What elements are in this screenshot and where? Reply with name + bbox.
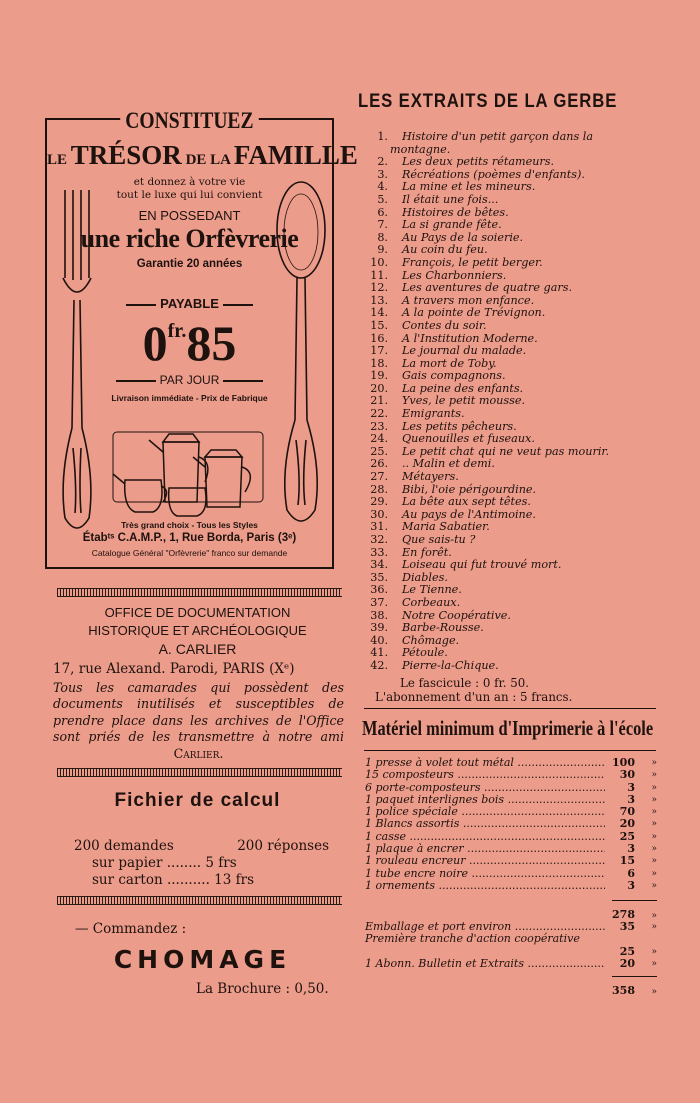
extraits-abonnement: L'abonnement d'un an : 5 francs. (375, 690, 573, 704)
extrait-number: 12. (370, 281, 388, 295)
extrait-title: Les aventures de quatre gars. (402, 281, 573, 295)
fichier-reponses: 200 réponses (237, 838, 329, 854)
extrait-number: 18. (370, 356, 388, 370)
extrait-title: Barbe-Rousse. (402, 621, 484, 635)
materiel-list (365, 757, 657, 892)
subtotal-rule (612, 900, 657, 901)
advert-line4: tout le luxe qui lui convient (116, 189, 263, 201)
fichier-demandes: 200 demandes (74, 838, 174, 854)
extrait-title: Au coin du feu. (402, 243, 488, 257)
extrait-number: 23. (370, 419, 388, 433)
materiel-label: 1 paquet interlignes bois ..... (365, 794, 605, 806)
tea-set-icon (105, 412, 275, 522)
advert-tresor-line: LE TRÉSOR DE LA FAMILLE (47, 140, 358, 170)
extrait-number: 33. (370, 545, 388, 559)
extrait-number: 3. (377, 167, 388, 181)
extrait-title: Pierre-la-Chique. (402, 658, 499, 672)
materiel-mark: » (651, 794, 657, 805)
extrait-number: 40. (370, 633, 388, 647)
extrait-number: 32. (370, 533, 388, 546)
extrait-number: 41. (370, 646, 388, 660)
materiel-price: 20 (619, 817, 635, 831)
extrait-number: 6. (377, 205, 388, 219)
extraits-fascicule: Le fascicule : 0 fr. 50. (400, 676, 530, 690)
extrait-number: 37. (370, 595, 388, 609)
extrait-title: A la pointe de Trévignon. (402, 306, 546, 320)
advert-choix: Très grand choix - Tous les Styles (121, 520, 258, 530)
materiel-extra-row: Emballage et port environ ..... 35 » (365, 921, 657, 933)
extrait-number: 11. (370, 268, 388, 282)
chomage-title: CHOMAGE (113, 945, 292, 974)
extrait-title: Loiseau qui fut trouvé mort. (402, 558, 562, 572)
materiel-label: 1 presse à volet tout métal ..... (365, 757, 605, 769)
extrait-number: 36. (370, 583, 388, 597)
materiel-price: 6 (627, 866, 635, 880)
extrait-title: La peine des enfants. (402, 381, 524, 395)
materiel-price: 3 (627, 878, 635, 892)
extrait-number: 21. (370, 394, 388, 408)
materiel-label: 1 casse ..... (365, 831, 605, 843)
extrait-title: Contes du soir. (402, 318, 487, 332)
fichier-title: Fichier de calcul (114, 790, 281, 811)
extrait-number: 25. (370, 444, 388, 458)
divider-bar (57, 588, 342, 597)
extrait-number: 5. (377, 192, 388, 206)
materiel-price: 25 (619, 829, 635, 843)
extrait-title: Bibi, l'oie périgourdine. (402, 482, 537, 496)
extrait-title: François, le petit berger. (402, 255, 543, 269)
extrait-title: La si grande fête. (402, 218, 502, 232)
extrait-number: 9. (377, 243, 388, 257)
materiel-row (365, 794, 657, 806)
extrait-number: 27. (370, 470, 388, 484)
materiel-row (365, 806, 657, 818)
extraits-prices (375, 676, 572, 704)
materiel-mark: » (651, 831, 657, 842)
extrait-title: Les deux petits rétameurs. (402, 155, 555, 169)
office-paragraph: Tous les camarades qui possèdent des documents inutilisés et susceptibles de prendre place dans les archives de l'Office sont priés de les transmettre à notre ami Carlier. (53, 680, 344, 761)
advert-etablissement: Étabᵗˢ C.A.M.P., 1, Rue Borda, Paris (3ᵉ) (82, 532, 297, 544)
office-line1: OFFICE DE DOCUMENTATION (104, 605, 291, 620)
office-block (50, 604, 345, 658)
total-rule (612, 976, 657, 977)
materiel-label: 1 ornements ..... (365, 880, 605, 892)
materiel-mark: » (651, 856, 657, 867)
materiel-row (365, 782, 657, 794)
materiel-label: 1 tube encre noire ..... (365, 868, 605, 880)
advert-catalogue: Catalogue Général "Orfèvrerie" franco sur demande (91, 548, 288, 558)
chomage-brochure: La Brochure : 0,50. (196, 981, 329, 997)
materiel-price: 15 (619, 854, 635, 868)
extrait-title: Au Pays de la soierie. (402, 230, 524, 244)
materiel-mark: » (651, 758, 657, 768)
materiel-mark: » (651, 819, 657, 830)
advert-orfevrerie: une riche Orfèvrerie (80, 224, 299, 253)
materiel-extras (365, 921, 657, 970)
materiel-price: 3 (627, 842, 635, 856)
extrait-number: 15. (370, 318, 388, 332)
materiel-row (365, 880, 657, 892)
materiel-mark: » (651, 880, 657, 891)
extrait-number: 16. (370, 331, 388, 345)
materiel-action-label: Première tranche d'action coopérative (365, 932, 580, 946)
materiel-mark: » (651, 844, 657, 855)
materiel-title: Matériel minimum d'Imprimerie à l'école (362, 716, 654, 740)
materiel-label: 1 Blancs assortis ..... (365, 818, 605, 830)
extrait-title: montagne. (390, 142, 451, 156)
extrait-number: 38. (370, 608, 388, 622)
materiel-mark: » (651, 868, 657, 879)
materiel-row (365, 843, 657, 855)
extrait-number: 8. (377, 230, 388, 244)
extrait-number: 42. (370, 658, 388, 672)
materiel-row (365, 818, 657, 830)
extrait-number: 31. (370, 520, 388, 534)
materiel-subtotal: 278 » (612, 908, 657, 921)
extrait-number: 4. (377, 180, 388, 194)
extrait-title: Notre Coopérative. (402, 608, 511, 622)
extrait-number: 39. (370, 621, 388, 635)
fichier-carton: sur carton .......... 13 frs (92, 872, 255, 888)
office-line2: HISTORIQUE ET ARCHÉOLOGIQUE (88, 623, 307, 638)
extrait-number: 20. (370, 381, 388, 395)
advert-line3: et donnez à votre vie (133, 176, 246, 188)
materiel-label: 1 police spéciale ..... (365, 806, 605, 818)
materiel-action-row: 25 » (619, 944, 657, 958)
extrait-title: Quenouilles et fuseaux. (402, 432, 535, 446)
materiel-extra-row: 1 Abonn. Bulletin et Extraits ..... 20 » (365, 958, 657, 970)
extrait-title: Chômage. (402, 633, 460, 647)
extrait-number: 30. (370, 507, 388, 521)
extrait-number: 34. (370, 558, 388, 572)
extrait-number: 24. (370, 432, 388, 446)
extrait-title: Le petit chat qui ne veut pas mourir. (402, 444, 610, 458)
extrait-number: 14. (370, 306, 388, 320)
materiel-price: 3 (627, 780, 635, 794)
materiel-price: 30 (619, 768, 635, 782)
extrait-title: Histoire d'un petit garçon dans la (402, 130, 594, 143)
extrait-number: 1. (377, 130, 388, 143)
chomage-commandez: — Commandez : (75, 921, 187, 937)
extrait-number: 17. (370, 344, 388, 358)
extrait-title: Il était une fois... (402, 192, 499, 206)
extrait-number: 10. (370, 255, 388, 269)
materiel-row (365, 831, 657, 843)
materiel-mark: » (651, 807, 657, 818)
orfevrerie-advert (45, 108, 358, 569)
extraits-title: LES EXTRAITS DE LA GERBE (358, 91, 618, 112)
extrait-title: La mort de Toby. (402, 356, 497, 370)
office-address: 17, rue Alexand. Parodi, PARIS (Xᵉ) (53, 661, 295, 677)
extrait-title: Pétoule. (402, 646, 448, 660)
materiel-label: 1 rouleau encreur ..... (365, 855, 605, 867)
advert-guarantee: Garantie 20 années (136, 258, 243, 270)
extrait-title: Yves, le petit mousse. (402, 394, 526, 408)
extrait-number: 35. (370, 570, 388, 584)
extrait-title: Histoires de bêtes. (402, 205, 509, 219)
advert-line5: EN POSSEDANT (138, 208, 241, 223)
extrait-number: 13. (370, 293, 388, 307)
materiel-row (365, 769, 657, 781)
divider-bar (57, 768, 342, 777)
advert-headline: CONSTITUEZ (47, 108, 332, 134)
materiel-label: 15 composteurs ..... (365, 769, 605, 781)
extrait-title: .. Malin et demi. (402, 457, 495, 471)
divider-rule (364, 750, 656, 751)
extrait-title: Métayers. (402, 470, 459, 484)
extrait-title: A l'Institution Moderne. (402, 331, 538, 345)
extrait-number: 7. (377, 218, 388, 232)
materiel-label: 1 plaque à encrer ..... (365, 843, 605, 855)
fichier-papier: sur papier ........ 5 frs (92, 855, 237, 871)
extrait-number: 29. (370, 495, 388, 509)
materiel-row (365, 868, 657, 880)
extrait-title: Gais compagnons. (402, 369, 506, 383)
extrait-title: Que sais-tu ? (402, 533, 476, 546)
extrait-title: La bête aux sept têtes. (402, 495, 531, 509)
divider-rule (364, 708, 656, 709)
extrait-number: 2. (377, 155, 388, 169)
extrait-title: Les petits pêcheurs. (402, 419, 517, 433)
extrait-title: Emigrants. (402, 407, 465, 421)
extrait-title: Au pays de l'Antimoine. (402, 507, 536, 521)
divider-bar (57, 896, 342, 905)
materiel-mark: » (651, 770, 657, 781)
extrait-number: 22. (370, 407, 388, 421)
materiel-row (365, 855, 657, 867)
extrait-item (360, 660, 660, 673)
extrait-title: Les Charbonniers. (402, 268, 507, 282)
advert-par-jour: PAR JOUR (47, 373, 332, 387)
extrait-title: Récréations (poèmes d'enfants). (402, 167, 585, 181)
fichier-details (74, 838, 329, 889)
extrait-title: Corbeaux. (402, 595, 461, 609)
advert-price: 0fr.85 (142, 315, 237, 371)
extrait-title: La mine et les mineurs. (402, 180, 536, 194)
materiel-price: 100 (612, 756, 635, 769)
materiel-label: 6 porte-composteurs ..... (365, 782, 605, 794)
materiel-total: 358 » (612, 984, 657, 997)
materiel-mark: » (651, 782, 657, 793)
extraits-list (360, 131, 660, 673)
advert-livraison: Livraison immédiate - Prix de Fabrique (111, 393, 268, 403)
office-name: A. CARLIER (158, 641, 237, 657)
materiel-price: 3 (627, 792, 635, 806)
extrait-title: Le Tienne. (402, 583, 462, 597)
extrait-title: En forêt. (402, 545, 452, 559)
extrait-number: 19. (370, 369, 388, 383)
extrait-title: Maria Sabatier. (402, 520, 490, 534)
extrait-title: A travers mon enfance. (402, 293, 535, 307)
extrait-title: Le journal du malade. (402, 344, 527, 358)
extrait-number: 28. (370, 482, 388, 496)
extrait-number: 26. (370, 457, 388, 471)
extrait-title: Diables. (402, 570, 448, 584)
advert-payable: PAYABLE (47, 296, 332, 311)
materiel-row (365, 757, 657, 769)
materiel-price: 70 (619, 805, 635, 819)
